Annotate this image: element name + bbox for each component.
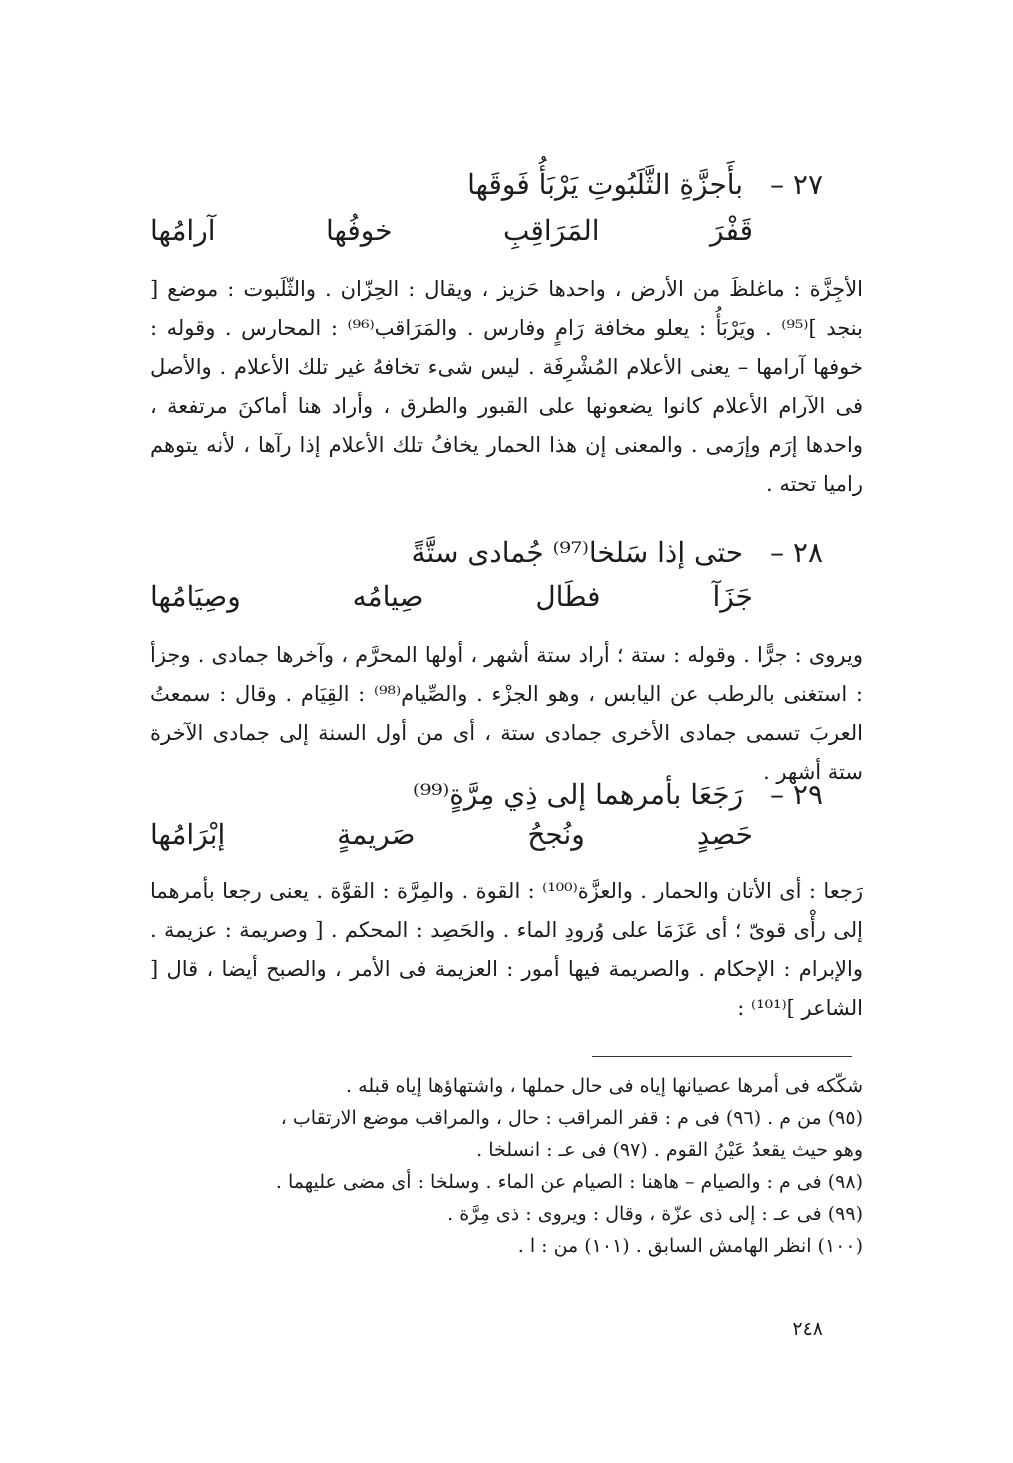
verse-29-hemistich-1	[150, 778, 823, 811]
verse-word: آرامُها	[150, 214, 216, 247]
verse-word: حَصِدٍ	[696, 818, 753, 851]
verse-word: ونُجحُ	[527, 818, 585, 851]
verse-word: إبْرَامُها	[150, 818, 226, 851]
verse-text: رَجَعَا بأمرهما إلى ذِي مِرَّةٍ⁽⁹⁹⁾	[413, 778, 744, 811]
verse-word: قَفْرَ	[710, 214, 753, 247]
footnote-line: (١٠٠) انظر الهامش السابق . (١٠١) من : ا .	[517, 1235, 863, 1257]
footnote-divider	[592, 1056, 852, 1057]
verse-word: خوفُها	[325, 214, 393, 247]
verse-28-hemistich-1	[150, 536, 823, 569]
footnote-line: (٩٥) من م . (٩٦) فى م : قفر المراقب : حال ، والمراقب موضع الارتقاب ،	[280, 1107, 863, 1129]
verse-word: جَزَآ	[712, 580, 753, 613]
commentary-29: رَجعا : أى الأتان والحمار . والعزَّة⁽¹⁰⁰⁾ : القوة . والمِرَّة : القوَّة . يعنى رجعا بأمرهما إلى رأْى قوىّ ؛ أى عَزَمَا على وُرودِ الماء . والحَصِد : المحكم . [ وصريمة : عزيمة . والإبرام : الإحكام . والصريمة فيها أمور : العزيمة فى الأمر ، والصبح أيضا ، قال [ الشاعر ]⁽¹⁰¹⁾ :	[150, 879, 863, 1020]
verse-word: فطَال	[535, 580, 601, 613]
verse-word: وصِيَامُها	[150, 580, 241, 613]
verse-27-hemistich-1	[150, 168, 823, 201]
verse-number: ٢٩ –	[770, 778, 823, 811]
footnote-line: وهو حيث يقعدُ عَيْنُ القوم . (٩٧) فى عـ : انسلخا .	[476, 1139, 863, 1161]
footnote-line: (٩٩) فى عـ : إلى ذى عزّة ، وقال : ويروى : ذى مِرَّة .	[447, 1203, 863, 1225]
commentary-28: ويروى : جرًّا . وقوله : ستة ؛ أراد ستة أشهر ، أولها المحرَّم ، وآخرها جمادى . وجزأ : استغنى بالرطب عن اليابس ، وهو الجزْء . والصِّيام⁽⁹⁸⁾ : القِيَام . وقال : سمعتُ العربَ تسمى جمادى الأخرى جمادى ستة ، أى من أول السنة إلى جمادى الآخرة ستة أشهر .	[150, 643, 863, 784]
commentary-27: الأجِزَّة : ماغلظَ من الأرض ، واحدها حَزيز ، ويقال : الحِزّان . والثّلَبوت : موضع [ بنجد ]⁽⁹⁵⁾ . ويَرْبَأُ : يعلو مخافة رَامٍ وفارس . والمَرَاقب⁽⁹⁶⁾ : المحارس . وقوله : خوفها آرامها – يعنى الأعلام المُشْرِفَة . ليس شىء تخافهُ غير تلك الأعلام . والأصل فى الآرام الأعلام كانوا يضعونها على القبور والطرق ، وأراد هنا أماكنَ مرتفعة ، واحدها إرَم وإرَمى . والمعنى إن هذا الحمار يخافُ تلك الأعلام إذا رآها ، لأنه يتوهم راميا تحته .	[150, 277, 863, 496]
footnotes	[150, 1070, 863, 1262]
page-number: ٢٤٨	[792, 1318, 823, 1340]
verse-word: صَريمةٍ	[337, 818, 416, 851]
verse-word: المَرَاقِبِ	[502, 214, 600, 247]
verse-27-hemistich-2	[150, 214, 823, 247]
footnote-line: (٩٨) فى م : والصيام – هاهنا : الصيام عن الماء . وسلخا : أى مضى عليهما .	[275, 1171, 863, 1193]
footnote-line: شكّكه فى أمرها عصيانها إياه فى حال حملها ، واشتهاؤها إياه قبله .	[346, 1075, 863, 1097]
verse-28-hemistich-2	[150, 580, 823, 613]
verse-number: ٢٧ –	[770, 168, 823, 201]
verse-number: ٢٨ –	[770, 536, 823, 569]
verse-word: صِيامُه	[352, 580, 424, 613]
verse-text: حتى إذا سَلخا⁽⁹⁷⁾ جُمادى ستَّةً	[411, 536, 744, 569]
verse-29-hemistich-2	[150, 818, 823, 851]
verse-text: بأَجزَّةِ الثَّلَبُوتِ يَرْبَأُ فَوقَها	[467, 168, 744, 201]
